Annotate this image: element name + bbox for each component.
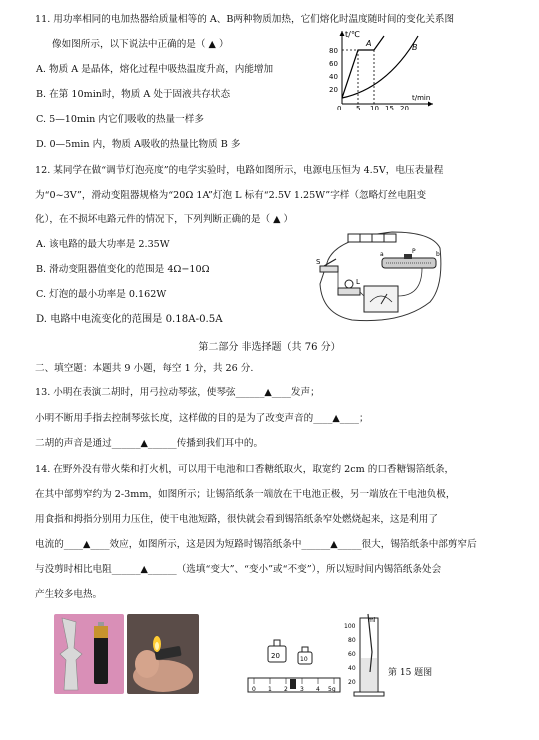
q11-line2: 像如图所示，以下说法中正确的是（ ▲ ） [52, 39, 229, 50]
q11-option-c: C. 5—10min 内它们吸收的热量一样多 [36, 114, 204, 125]
x-tick: 0 [337, 105, 342, 110]
q11-temperature-graph [328, 28, 438, 110]
q13-line1: 13. 小明在表演二胡时，用弓拉动琴弦，使琴弦______▲____发声； [35, 387, 320, 398]
weight-20g [268, 640, 286, 662]
q15-figure [244, 612, 444, 698]
x-tick: 15 [385, 105, 394, 110]
foil-and-battery-photo [54, 614, 124, 694]
voltmeter [364, 286, 398, 312]
y-tick: 40 [329, 73, 338, 81]
svg-text:20: 20 [271, 652, 280, 660]
curve-a-label: A [366, 39, 372, 48]
q12-option-a: A. 该电路的最大功率是 2.35W [36, 239, 170, 250]
q12-option-b: B. 滑动变阻器值变化的范围是 4Ω−10Ω [36, 264, 210, 275]
q12-line2: 为“0~3V”，滑动变阻器规格为“20Ω 1A”灯泡 L 标有“2.5V 1.25W”字样（忽略灯丝电阻变 [35, 190, 427, 201]
x-tick: 5 [356, 105, 361, 110]
svg-text:20: 20 [348, 679, 356, 686]
q11-option-d: D. 0—5min 内，物质 A吸收的热量比物质 B 多 [36, 139, 241, 150]
q12-option-d: D. 电路中电流变化的范围是 0.18A-0.5A [36, 314, 223, 325]
curve-b [342, 36, 418, 98]
q14-line5: 与没剪时相比电阻______▲______（选填“变大”、“变小”或“不变”），所以短时间内锡箔纸条处会 [35, 564, 442, 575]
y-tick: 20 [329, 86, 338, 94]
q14-line2: 在其中部剪窄约为 2-3mm，如图所示；让锡箔纸条一端放在干电池正极，另一端放在干电池负极， [35, 489, 456, 500]
weight-10g [298, 647, 312, 664]
q11-line1: 11. 用功率相同的电加热器给质量相等的 A、B两种物质加热，它们熔化时温度随时间的变化关系图 [35, 14, 455, 25]
x-tick: 20 [400, 105, 409, 110]
svg-text:ml: ml [368, 617, 376, 624]
q14-line6: 产生较多电热。 [35, 589, 103, 600]
rheostat [380, 248, 440, 268]
slider-label: P [412, 248, 416, 255]
rider [290, 679, 296, 689]
q12-line1: 12. 某同学在做“调节灯泡亮度”的电学实验时，电路如图所示，电源电压恒为 4.5V，电压表量程 [35, 165, 444, 176]
svg-text:4: 4 [316, 686, 320, 693]
svg-text:40: 40 [348, 665, 356, 672]
q14-line1: 14. 在野外没有带火柴和打火机，可以用干电池和口香糖纸取火，取宽约 2cm 的口香糖锡箔纸条， [35, 464, 455, 475]
q11-option-a: A. 物质 A 是晶体，熔化过程中吸热温度升高，内能增加 [36, 64, 274, 75]
q11-option-b: B. 在第 10min时，物质 A 处于固液共存状态 [36, 89, 231, 100]
lamp [338, 278, 360, 295]
terminal-a-label: a [380, 251, 384, 258]
terminal-b-label: b [436, 251, 440, 258]
q14-line3: 用食指和拇指分别用力压住，使干电池短路，很快就会看到锡箔纸条窄处燃烧起来，这是利用了 [35, 514, 438, 525]
x-tick: 10 [370, 105, 379, 110]
burning-foil-photo [127, 614, 199, 694]
svg-text:100: 100 [344, 623, 356, 630]
y-tick: 60 [329, 60, 338, 68]
svg-text:80: 80 [348, 637, 356, 644]
curve-b-label: B [412, 43, 418, 52]
section2-title: 二、填空题：本题共 9 小题，每空 1 分，共 26 分. [35, 363, 254, 374]
balance-ruler [248, 678, 340, 693]
svg-text:1: 1 [268, 686, 272, 693]
fig15-caption: 第 15 题图 [388, 668, 433, 678]
measuring-cylinder [344, 614, 384, 696]
svg-text:10: 10 [300, 656, 308, 663]
switch-label: S [316, 258, 321, 266]
q12-option-c: C. 灯泡的最小功率是 0.162W [36, 289, 167, 300]
lamp-label: L [356, 278, 360, 286]
battery-pack [348, 234, 396, 242]
q13-line3: 二胡的声音是通过______▲______传播到我们耳中的。 [35, 438, 264, 449]
q13-line2: 小明不断用手指去控制琴弦长度，这样做的目的是为了改变声音的____▲____； [35, 413, 369, 424]
svg-text:0: 0 [252, 686, 256, 693]
q12-circuit-diagram [312, 226, 446, 326]
y-tick: 80 [329, 47, 338, 55]
x-axis-label: t/min [412, 94, 431, 102]
svg-text:3: 3 [300, 686, 304, 693]
part2-title: 第二部分 非选择题（共 76 分） [198, 342, 341, 353]
q12-line3: 化），在不损坏电路元件的情况下，下列判断正确的是（ ▲ ） [35, 214, 294, 225]
svg-text:2: 2 [284, 686, 288, 693]
curve-a [342, 36, 384, 98]
y-axis-label: t/℃ [345, 30, 360, 39]
switch [316, 258, 338, 272]
svg-text:5g: 5g [328, 686, 336, 693]
svg-text:60: 60 [348, 651, 356, 658]
q14-line4: 电流的____▲____效应，如图所示，这是因为短路时锡箔纸条中______▲_____很大，锡箔纸条中部剪窄后 [35, 539, 477, 550]
